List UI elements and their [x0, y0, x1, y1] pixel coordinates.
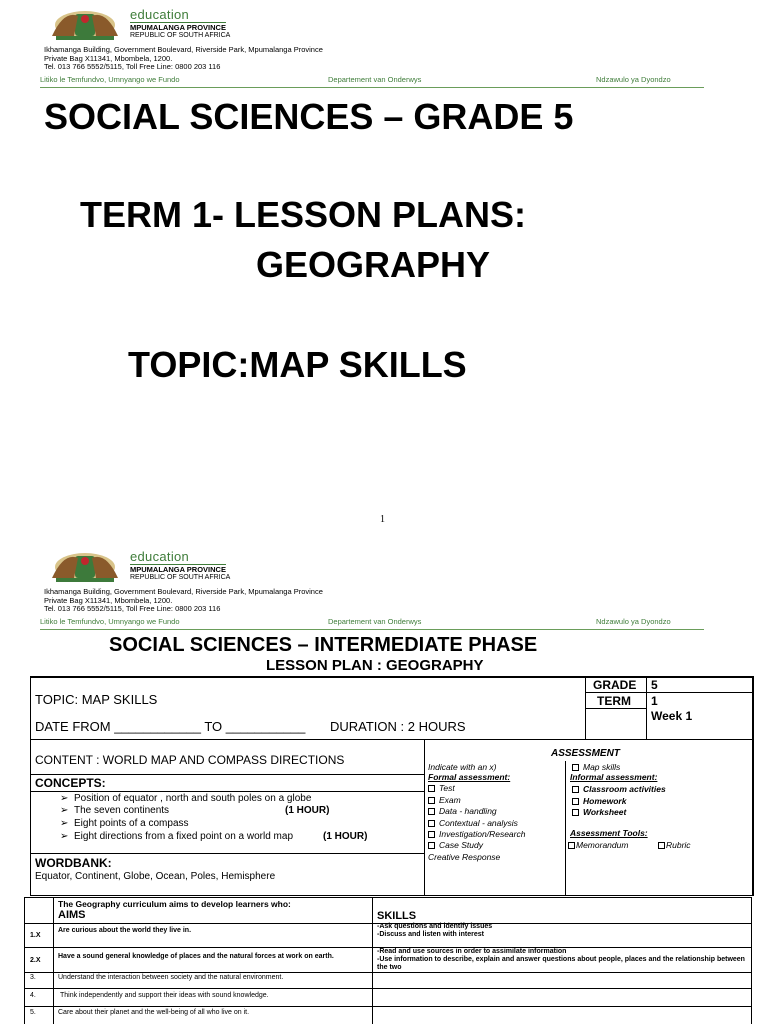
- row-number: 2.X: [30, 957, 41, 964]
- plan-heading: SOCIAL SCIENCES – INTERMEDIATE PHASE: [109, 634, 538, 656]
- brand-name: education: [130, 7, 190, 22]
- row-number: 5.: [30, 1009, 36, 1016]
- page-number: 1: [380, 514, 385, 525]
- aim-text: Have a sound general knowledge of places and the natural forces at work on earth.: [58, 953, 334, 960]
- cover-subject: GEOGRAPHY: [256, 244, 491, 285]
- brand-name: education: [130, 549, 190, 564]
- table-border: [53, 897, 54, 1024]
- table-border: [30, 774, 425, 775]
- assessment-title: ASSESSMENT: [551, 748, 620, 759]
- formal-option-contextual[interactable]: Contextual - analysis: [428, 818, 518, 828]
- checkbox-icon: [428, 820, 435, 827]
- skill-text: -Ask questions and identify issues -Discuss and listen with interest: [377, 923, 493, 938]
- table-border: [30, 791, 425, 792]
- table-border: [24, 972, 752, 973]
- table-border: [565, 761, 566, 896]
- aim-text: Care about their planet and the well-being of all who live on it.: [58, 1009, 250, 1016]
- row-number: 1.X: [30, 932, 41, 939]
- address-block: [44, 46, 323, 72]
- motto: Ndzawulo ya Dyondzo: [596, 617, 671, 626]
- address-line: Tel. 013 766 5552/5115, Toll Free Line: 0800 203 116: [44, 62, 221, 71]
- table-border: [585, 692, 753, 693]
- grade-value: 5: [651, 678, 658, 692]
- date-range-field: DATE FROM ____________ TO ___________: [35, 719, 306, 734]
- table-border: [372, 897, 373, 1024]
- checkbox-icon: [568, 842, 575, 849]
- coat-of-arms-icon: [44, 6, 126, 42]
- motto: Departement van Onderwys: [328, 75, 422, 84]
- checkbox-icon: [572, 764, 579, 771]
- formal-option-investigation[interactable]: Investigation/Research: [428, 829, 525, 839]
- republic-name: REPUBLIC OF SOUTH AFRICA: [130, 574, 231, 581]
- concepts-label: CONCEPTS:: [35, 776, 106, 790]
- cover-subtitle: TERM 1- LESSON PLANS:: [80, 194, 527, 235]
- aim-text: Understand the interaction between society and the natural environment.: [58, 974, 284, 981]
- term-label: TERM: [597, 694, 631, 708]
- skill-text: -Read and use sources in order to assimilate information -Use information to describe, explain and answer questions about people, places and the relationship between the two: [377, 948, 745, 971]
- informal-option-classroom[interactable]: Classroom activities: [572, 784, 666, 794]
- row-number: 4.: [30, 992, 36, 999]
- letterhead-top: [40, 4, 704, 89]
- cover-title: SOCIAL SCIENCES – GRADE 5: [44, 96, 574, 137]
- table-border: [30, 895, 753, 896]
- motto: Departement van Onderwys: [328, 617, 422, 626]
- table-border: [30, 676, 31, 896]
- address-block: [44, 588, 323, 614]
- motto: Litiko le Temfundvo, Umnyango we Fundo: [40, 617, 180, 626]
- concept-item: ➢ The seven continents: [60, 805, 170, 816]
- formal-option-creative: Creative Response: [428, 852, 501, 862]
- checkbox-icon: [428, 808, 435, 815]
- aim-text: Are curious about the world they live in.: [58, 927, 192, 934]
- aim-text: Think independently and support their ideas with sound knowledge.: [60, 992, 269, 999]
- province-name: MPUMALANGA PROVINCE: [130, 565, 226, 574]
- table-border: [30, 676, 753, 678]
- assessment-instruction: Indicate with an x): [428, 762, 497, 772]
- informal-option-worksheet[interactable]: Worksheet: [572, 807, 626, 817]
- coat-of-arms-icon: [44, 548, 126, 584]
- brand-block: [130, 8, 230, 40]
- formal-option-case-study[interactable]: Case Study: [428, 840, 483, 850]
- table-border: [751, 897, 752, 1024]
- row-number: 3.: [30, 974, 36, 981]
- option-map-skills[interactable]: Map skills: [572, 762, 620, 772]
- address-line: Private Bag X11341, Mbombela, 1200.: [44, 53, 173, 63]
- address-line: Ikhamanga Building, Government Boulevard, Riverside Park, Mpumalanga Province: [44, 45, 323, 54]
- formal-option-test[interactable]: Test: [428, 783, 455, 793]
- checkbox-icon: [428, 785, 435, 792]
- divider: [40, 629, 704, 630]
- concept-item: ➢ Position of equator , north and south poles on a globe: [60, 793, 312, 804]
- content-label: CONTENT : WORLD MAP AND COMPASS DIRECTIONS: [35, 753, 345, 767]
- formal-option-exam[interactable]: Exam: [428, 795, 461, 805]
- letterhead-second: [40, 546, 704, 631]
- aims-header: AIMS: [58, 909, 86, 921]
- tool-option-rubric[interactable]: Rubric: [658, 840, 691, 850]
- week-label: Week 1: [651, 709, 693, 723]
- table-border: [24, 897, 752, 898]
- table-border: [30, 739, 753, 740]
- cover-topic: TOPIC:MAP SKILLS: [128, 344, 467, 385]
- checkbox-icon: [572, 786, 579, 793]
- table-border: [752, 676, 754, 896]
- republic-name: REPUBLIC OF SOUTH AFRICA: [130, 32, 231, 39]
- plan-subheading: LESSON PLAN : GEOGRAPHY: [266, 657, 484, 674]
- informal-assessment-label: Informal assessment:: [570, 772, 658, 782]
- concept-hours: (1 HOUR): [285, 805, 330, 816]
- checkbox-icon: [572, 809, 579, 816]
- table-border: [24, 988, 752, 989]
- address-line: Private Bag X11341, Mbombela, 1200.: [44, 595, 173, 605]
- table-border: [24, 897, 25, 1024]
- checkbox-icon: [428, 831, 435, 838]
- checkbox-icon: [428, 797, 435, 804]
- checkbox-icon: [658, 842, 665, 849]
- wordbank-terms: Equator, Continent, Globe, Ocean, Poles, Hemisphere: [35, 871, 276, 882]
- checkbox-icon: [572, 798, 579, 805]
- duration-label: DURATION : 2 HOURS: [330, 719, 466, 734]
- grade-label: GRADE: [593, 678, 637, 692]
- address-line: Ikhamanga Building, Government Boulevard, Riverside Park, Mpumalanga Province: [44, 587, 323, 596]
- wordbank-label: WORDBANK:: [35, 856, 112, 870]
- table-border: [424, 739, 425, 896]
- address-line: Tel. 013 766 5552/5115, Toll Free Line: 0800 203 116: [44, 604, 221, 613]
- assessment-tools-label: Assessment Tools:: [570, 828, 648, 838]
- concept-hours: (1 HOUR): [323, 831, 368, 842]
- term-value: 1: [651, 694, 658, 708]
- table-border: [24, 1006, 752, 1007]
- skills-header: SKILLS: [377, 910, 417, 922]
- motto: Ndzawulo ya Dyondzo: [596, 75, 671, 84]
- checkbox-icon: [428, 842, 435, 849]
- formal-option-data-handling[interactable]: Data - handling: [428, 806, 497, 816]
- table-border: [585, 708, 647, 709]
- aims-intro: The Geography curriculum aims to develop learners who:: [58, 899, 291, 909]
- tool-option-memorandum[interactable]: Memorandum: [568, 840, 628, 850]
- motto: Litiko le Temfundvo, Umnyango we Fundo: [40, 75, 180, 84]
- topic-label: TOPIC: MAP SKILLS: [35, 692, 158, 707]
- divider: [40, 87, 704, 88]
- concept-item: ➢ Eight directions from a fixed point on a world map: [60, 831, 293, 842]
- informal-option-homework[interactable]: Homework: [572, 796, 626, 806]
- brand-block: [130, 550, 230, 582]
- table-border: [30, 853, 425, 854]
- formal-assessment-label: Formal assessment:: [428, 772, 511, 782]
- concept-item: ➢ Eight points of a compass: [60, 818, 189, 829]
- province-name: MPUMALANGA PROVINCE: [130, 23, 226, 32]
